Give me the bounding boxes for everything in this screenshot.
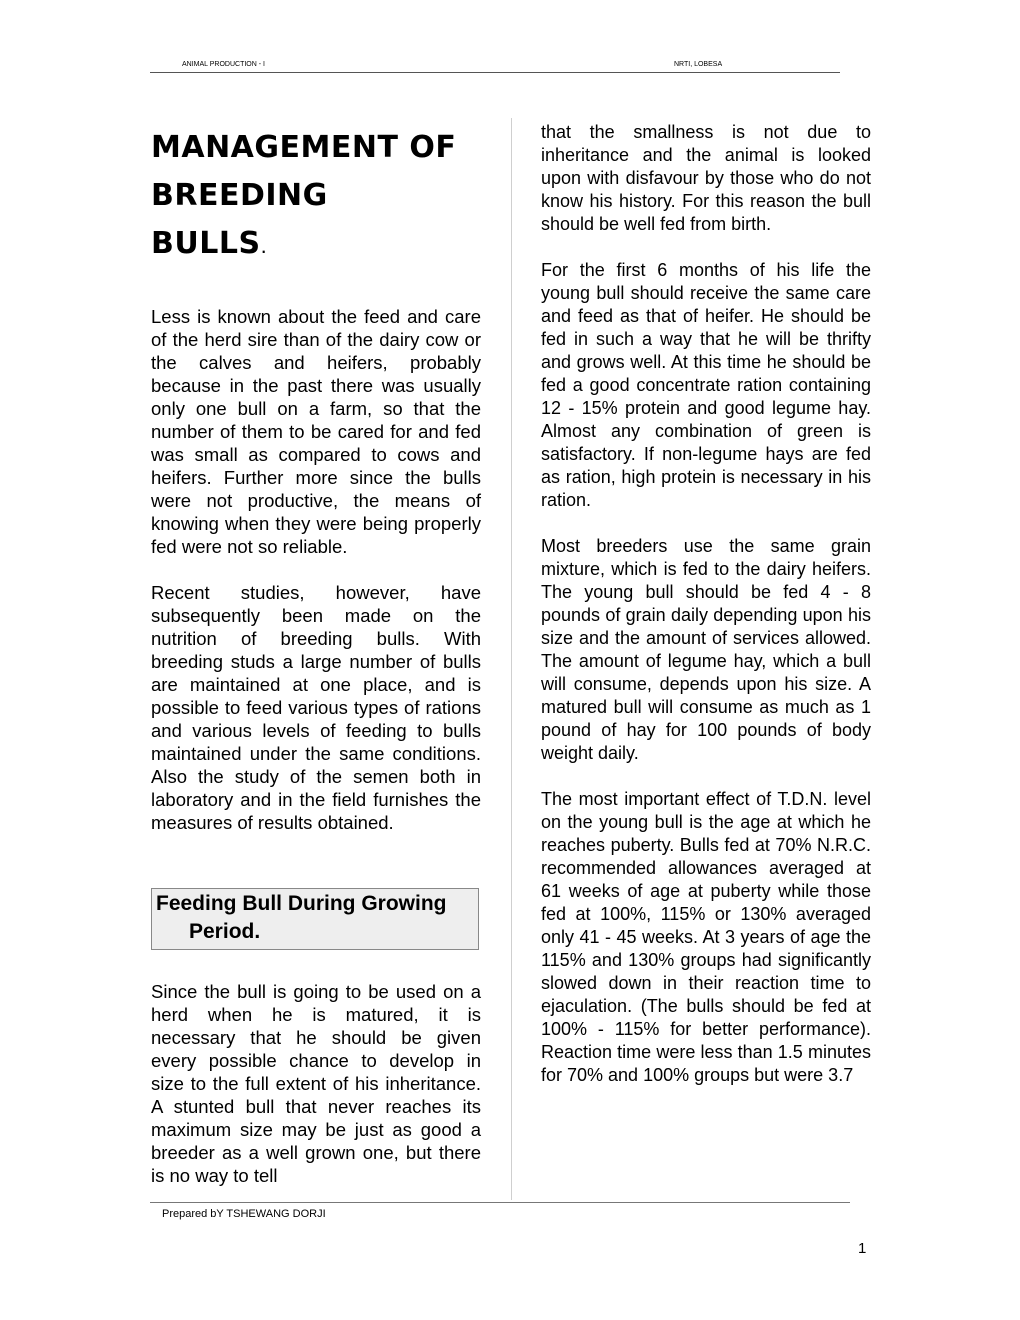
column-divider xyxy=(511,118,512,1200)
header-course-title: ANIMAL PRODUCTION - I xyxy=(182,61,265,68)
paragraph-tdn-level: The most important effect of T.D.N. level on the young bull is the age at which he reaches puberty. Bulls fed at 70% N.R.C. recommended allowances averaged at 61 weeks of age at puberty while those fed at 100%, 115% or 130% averaged only 41 - 45 weeks. At 3 years of age the 115% and 130% groups had significantly slowed down in their reaction time to ejaculation. (The bulls should be fed at 100% - 115% for better performance). Reaction time were less than 1.5 minutes for 70% and 100% groups but were 3.7 xyxy=(541,789,871,1085)
paragraph-recent-studies: Recent studies, however, have subsequently been made on the nutrition of breeding bulls. With breeding studs a large number of bulls are maintained at one place, and is possible to feed various types of rations and various levels of feeding to bulls maintained under the same conditions. Also the study of the semen both in laboratory and in the field furnishes the measures of results obtained. xyxy=(151,582,481,833)
section-heading-line-1: Feeding Bull During Growing xyxy=(156,892,447,915)
page-header xyxy=(150,60,840,73)
section-heading-feeding-growing xyxy=(151,888,479,950)
footer-rule xyxy=(150,1202,850,1203)
section-heading-line-2: Period. xyxy=(189,920,261,943)
title-line-3: BULLS xyxy=(151,226,261,261)
paragraph-grain-mixture: Most breeders use the same grain mixture, which is fed to the dairy heifers. The young bull should be fed 4 - 8 pounds of grain daily depending upon his size and the amount of services allowed. The amount of legume hay, which a bull will consume, depends upon his size. A matured bull will consume as much as 1 pound of hay for 100 pounds of body weight daily. xyxy=(541,536,871,763)
left-column xyxy=(151,124,481,1187)
paragraph-growing-period: Since the bull is going to be used on a herd when he is matured, it is necessary that he should be given every possible chance to develop in size to the full extent of his inheritance. A stunted bull that never reaches its maximum size may be just as good a breeder as a well grown one, but there is no way to tell xyxy=(151,981,481,1186)
title-dot: . xyxy=(260,233,268,258)
title-line-1: MANAGEMENT OF xyxy=(151,130,457,165)
header-institute: NRTI, LOBESA xyxy=(674,61,723,68)
title-line-2: BREEDING xyxy=(151,178,328,213)
footer-prepared-by: Prepared bY TSHEWANG DORJI xyxy=(162,1208,326,1220)
page-number: 1 xyxy=(858,1240,867,1257)
paragraph-first-six-months: For the first 6 months of his life the young bull should receive the same care and feed as that of heifer. He should be fed in such a way that he will be thrifty and grows well. At this time he should be fed a good concentrate ration containing 12 - 15% protein and good legume hay. Almost any combination of green is satisfactory. If non-legume hays are fed as ration, high protein is necessary in his ration. xyxy=(541,260,871,510)
right-column xyxy=(541,121,871,1087)
paragraph-smallness: that the smallness is not due to inheritance and the animal is looked upon with disfavour by those who do not know his history. For this reason the bull should be well fed from birth. xyxy=(541,122,871,234)
paragraph-intro: Less is known about the feed and care of the herd sire than of the dairy cow or the calves and heifers, probably because in the past there was usually only one bull on a farm, so that the number of them to be cared for and fed was small as compared to cows and heifers. Further more since the bulls were not productive, the means of knowing when they were being properly fed were not so reliable. xyxy=(151,306,481,557)
document-title xyxy=(151,124,481,270)
